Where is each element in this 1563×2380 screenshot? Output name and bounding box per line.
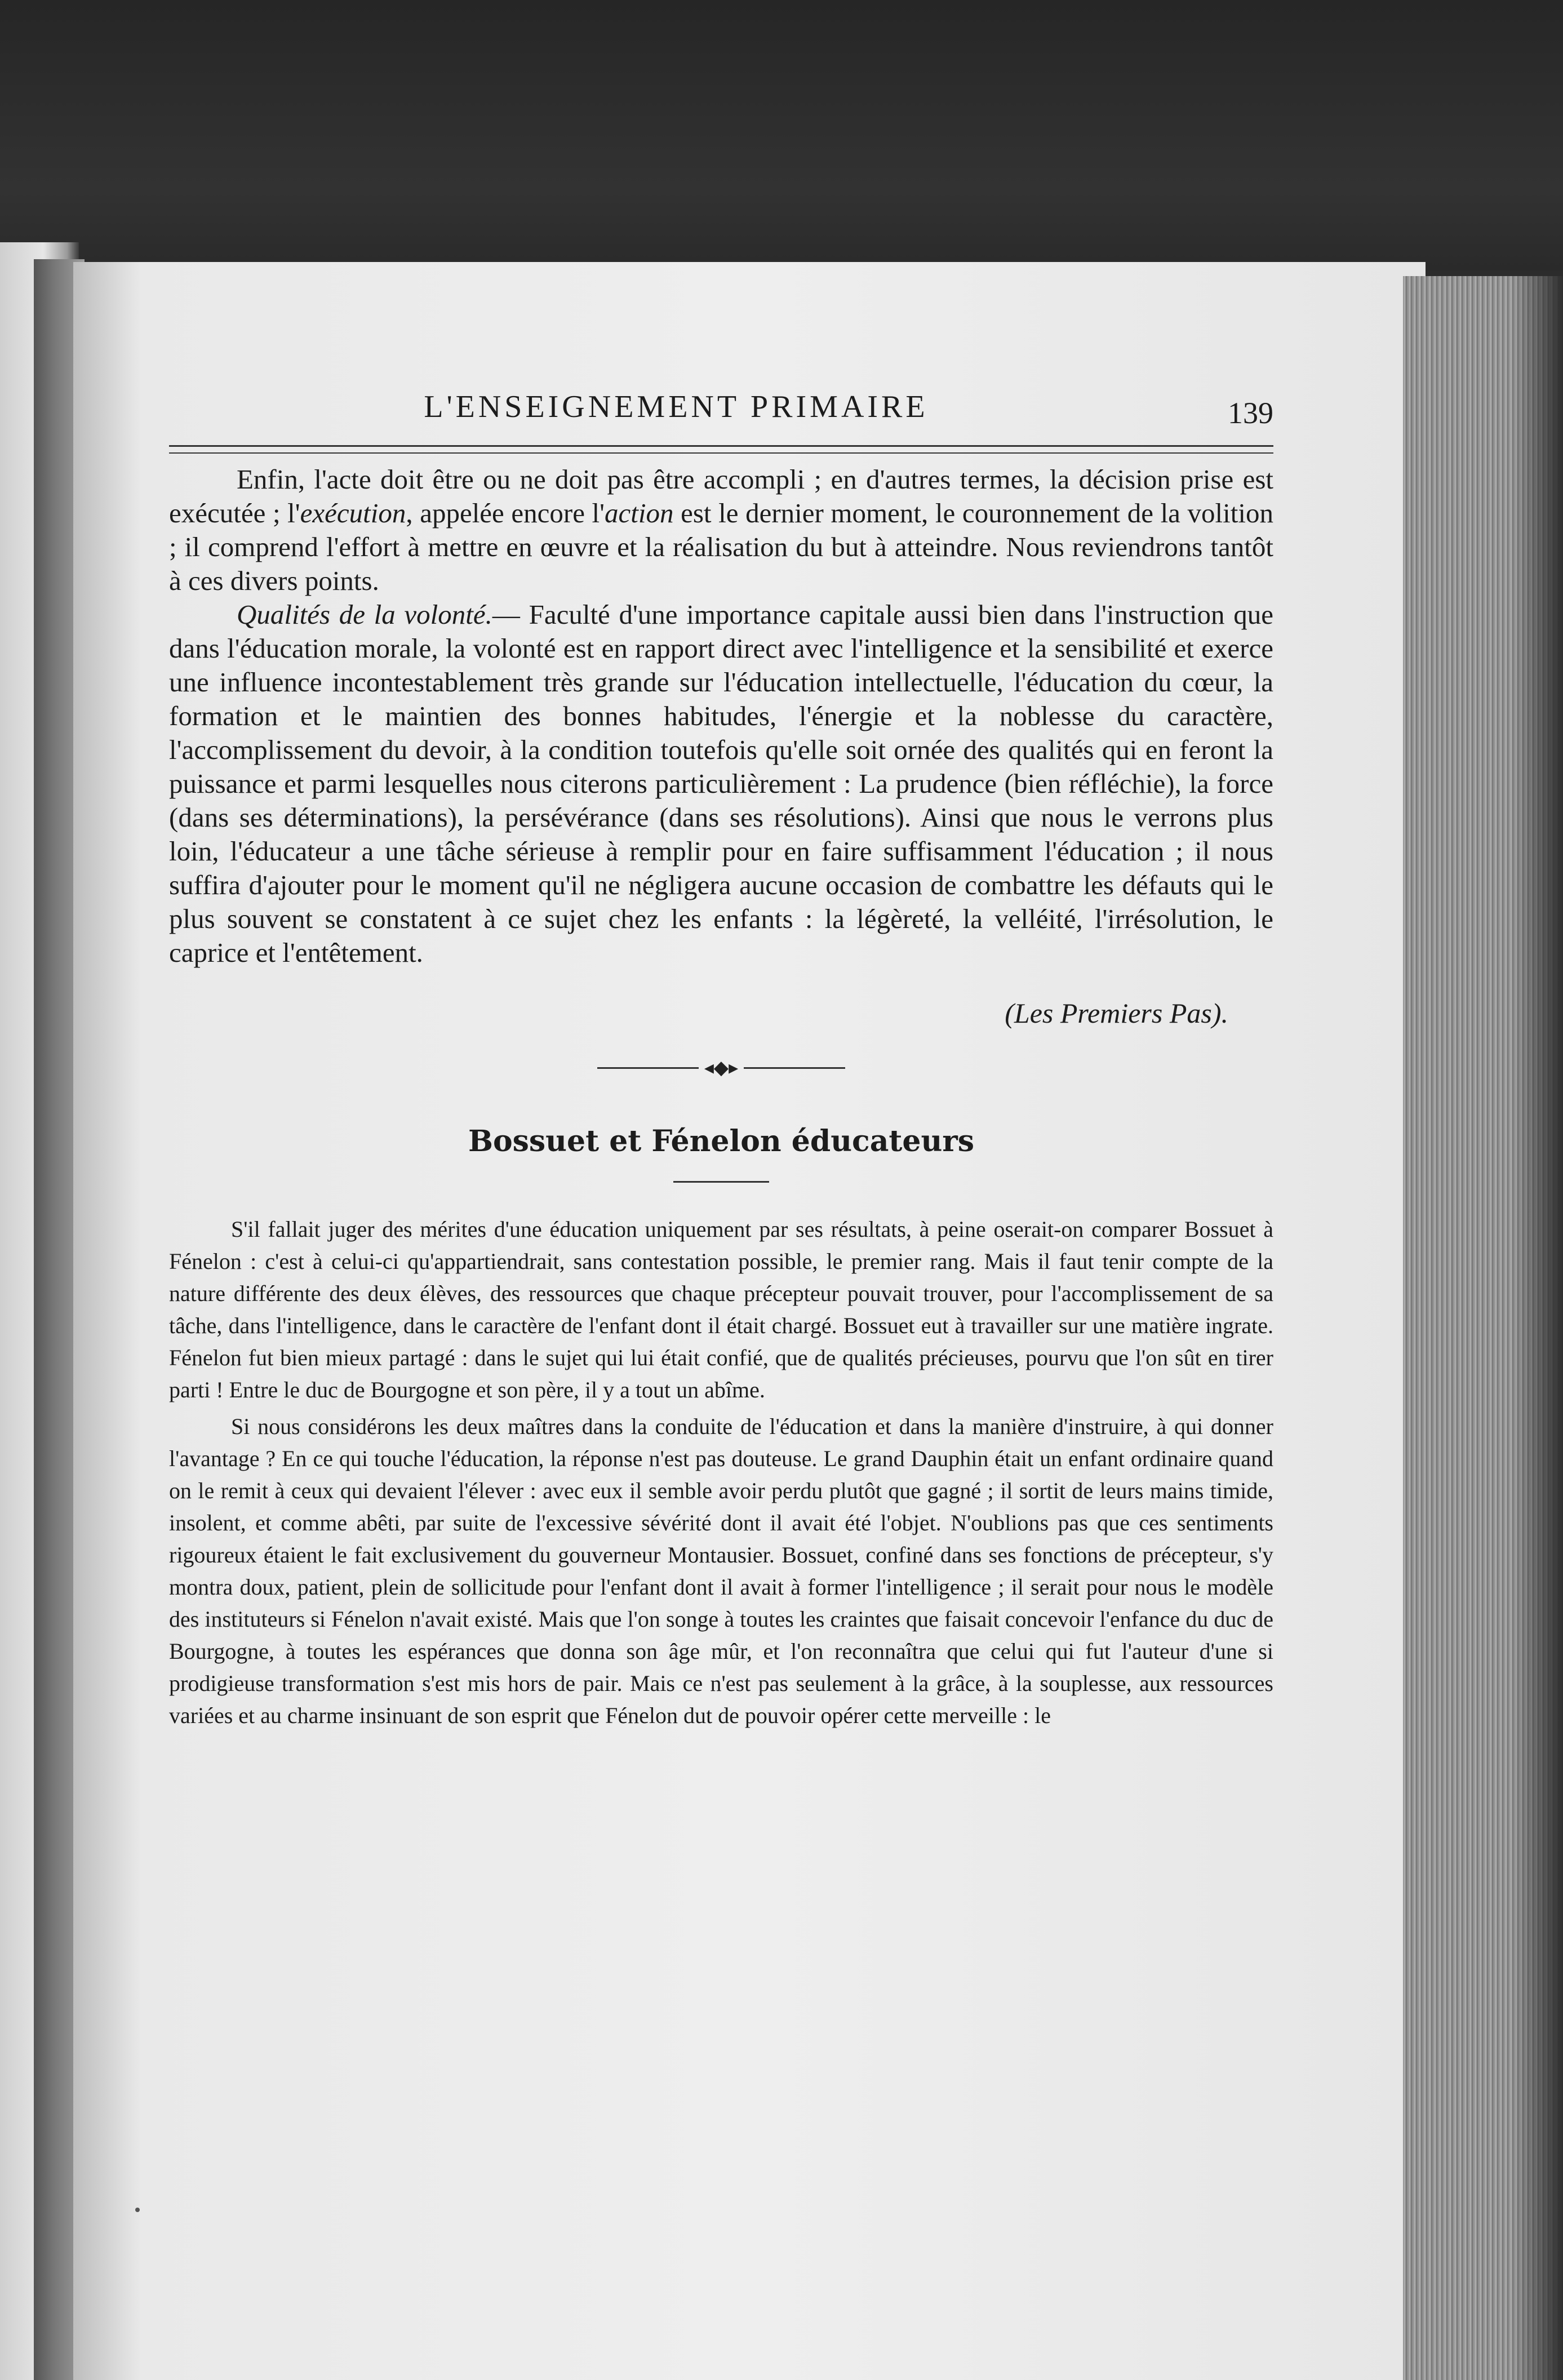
page-stack-edges bbox=[1403, 276, 1563, 2380]
paragraph-qualities: Qualités de la volonté.— Faculté d'une importance capitale aussi bien dans l'instruction que dans l'éducation morale, la volonté est en rapport direct avec l'intelligence et la sensibilité et exerce une influence incontestablement très grande sur l'éducation intellectuelle, l'éducation du cœur, la formation et le maintien des bonnes habitudes, l'énergie et la noblesse du caractère, l'accomplissement du devoir, à la condition toutefois qu'elle soit ornée des qualités qui en feront la puissance et parmi lesquelles nous citerons particulièrement : La prudence (bien réfléchie), la force (dans ses déterminations), la persévérance (dans ses résolutions). Ainsi que nous le verrons plus loin, l'éducateur a une tâche sérieuse à remplir pour en faire suffisamment l'éducation ; il nous suffira d'ajouter pour le moment qu'il ne négligera aucune occasion de combattre les défauts qui le plus souvent se constatent à ce sujet chez les enfants : la légèreté, la velléité, l'irrésolution, le caprice et l'entêtement. bbox=[169, 599, 1273, 968]
title-rule bbox=[673, 1181, 769, 1183]
page-speck bbox=[135, 2208, 140, 2212]
running-title: L'ENSEIGNEMENT PRIMAIRE bbox=[424, 389, 929, 424]
section-body bbox=[169, 1213, 1273, 1731]
paragraph-volition: Enfin, l'acte doit être ou ne doit pas être accompli ; en d'autres termes, la décision prise est exécutée ; l'exécution, appelée encore l'action est le dernier moment, le couronnement de la volition ; il comprend l'effort à mettre en œuvre et la réalisation du but à atteindre. Nous reviendrons tantôt à ces divers points. bbox=[169, 464, 1273, 596]
paragraph-merits: S'il fallait juger des mérites d'une éducation uniquement par ses résultats, à peine oserait-on comparer Bossuet à Fénelon : c'est à celui-ci qu'appartiendrait, sans contestation possible, le premier rang. Mais il faut tenir compte de la nature différente des deux élèves, des ressources que chaque précepteur pouvait trouver, pour l'accomplissement de sa tâche, dans l'intelligence, dans le caractère de l'enfant dont il était chargé. Bossuet eut à travailler sur une matière ingrate. Fénelon fut bien mieux partagé : dans le sujet qui lui était confié, que de qualités précieuses, pourvu que l'on sût en tirer parti ! Entre le duc de Bourgogne et son père, il y a tout un abîme. bbox=[169, 1216, 1273, 1402]
ornament-glyph-icon: ◂◆▸ bbox=[704, 1058, 739, 1078]
italic-action: action bbox=[605, 498, 674, 529]
page-header bbox=[169, 389, 1273, 445]
subheading-qualities: Qualités de la volonté. bbox=[237, 599, 492, 630]
paragraph-masters: Si nous considérons les deux maîtres dans la conduite de l'éducation et dans la manière d'instruire, à qui donner l'avantage ? En ce qui touche l'éducation, la réponse n'est pas douteuse. Le grand Dauphin était un enfant ordinaire quand on le remit à ceux qui devaient l'élever : avec eux il semble avoir perdu plutôt que gagné ; il sortit de leurs mains timide, insolent, et comme abêti, par suite de l'excessive sévérité dont il avait été l'objet. N'oublions pas que ces sentiments rigoureux étaient le fait exclusivement du gouverneur Montausier. Bossuet, confiné dans ses fonctions de précepteur, s'y montra doux, patient, plein de sollicitude pour l'enfant dont il avait à former l'intelligence ; il serait pour nous le modèle des instituteurs si Fénelon n'avait existé. Mais que l'on songe à toutes les craintes que faisait concevoir l'enfance du duc de Bourgogne, à toutes les espérances que donna son âge mûr, et l'on reconnaîtra que celui qui fut l'auteur d'une si prodigieuse transformation s'est mis hors de pair. Mais ce n'est pas seulement à la grâce, à la souplesse, aux ressources variées et au charme insinuant de son esprit que Fénelon dut de pouvoir opérer cette merveille : le bbox=[169, 1414, 1273, 1728]
italic-execution: exécution bbox=[300, 498, 406, 529]
dark-background-top bbox=[0, 0, 1563, 270]
section-ornament bbox=[169, 1056, 1273, 1079]
source-citation: (Les Premiers Pas). bbox=[1005, 997, 1228, 1029]
header-rule bbox=[169, 445, 1273, 454]
first-part bbox=[169, 463, 1273, 970]
page-number: 139 bbox=[1228, 396, 1273, 430]
section-title: Bossuet et Fénelon éducateurs bbox=[468, 1124, 974, 1158]
page-content bbox=[169, 389, 1273, 1736]
